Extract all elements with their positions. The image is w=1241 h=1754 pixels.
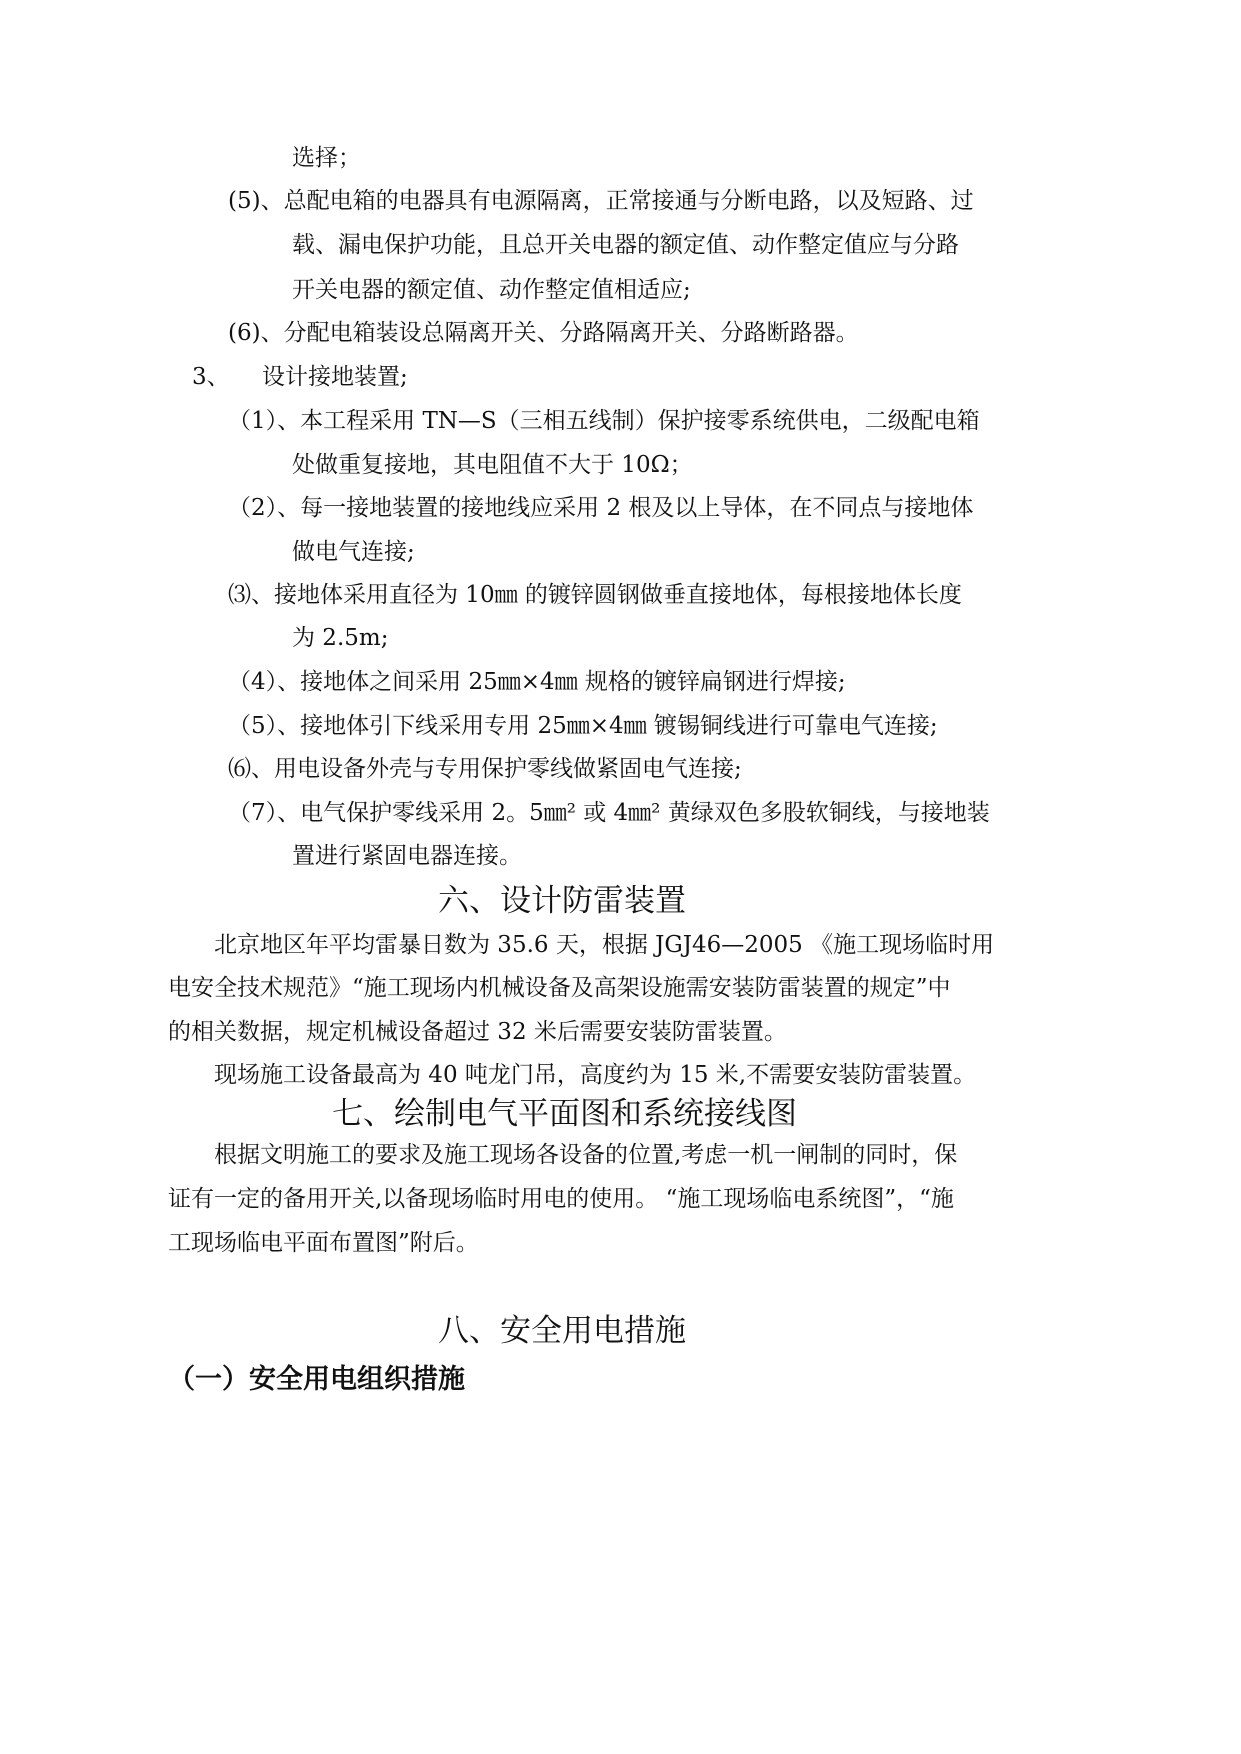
- text-line: 置进行紧固电器连接。: [292, 843, 522, 869]
- text-line: 选择；: [292, 145, 361, 171]
- section-heading: 八、安全用电措施: [438, 1313, 686, 1349]
- text-line: 处做重复接地，其电阻值不大于 10Ω；: [292, 452, 693, 478]
- list-item-5b: （5）、接地体引下线采用专用 25㎜×4㎜ 镀锡铜线进行可靠电气连接;: [228, 713, 938, 739]
- section-number: 3、: [192, 364, 230, 390]
- text-line: 开关电器的额定值、动作整定值相适应;: [292, 277, 691, 303]
- paragraph-line: 证有一定的备用开关,以备现场临时用电的使用。 “施工现场临电系统图”，“施: [168, 1186, 954, 1212]
- list-item-1: （1）、本工程采用 TN—S（三相五线制）保护接零系统供电，二级配电箱: [228, 408, 980, 434]
- list-item-7: （7）、电气保护零线采用 2。5㎜² 或 4㎜² 黄绿双色多股软铜线，与接地装: [228, 800, 990, 826]
- paragraph-line: 北京地区年平均雷暴日数为 35.6 天，根据 JGJ46—2005 《施工现场临时用: [214, 932, 995, 958]
- section-heading: 七、绘制电气平面图和系统接线图: [332, 1096, 797, 1132]
- paragraph-line: 电安全技术规范》“施工现场内机械设备及高架设施需安装防雷装置的规定”中: [168, 975, 951, 1001]
- list-item-4: （4）、接地体之间采用 25㎜×4㎜ 规格的镀锌扁钢进行焊接;: [228, 669, 846, 695]
- paragraph-line: 的相关数据，规定机械设备超过 32 米后需要安装防雷装置。: [168, 1019, 787, 1045]
- paragraph-line: 工现场临电平面布置图”附后。: [168, 1230, 479, 1256]
- list-item-6: (6)、分配电箱装设总隔离开关、分路隔离开关、分路断路器。: [228, 320, 859, 346]
- list-item-3: ⑶、接地体采用直径为 10㎜ 的镀锌圆钢做垂直接地体，每根接地体长度: [228, 582, 962, 608]
- section-heading: 六、设计防雷装置: [438, 883, 686, 919]
- list-item-2: （2）、每一接地装置的接地线应采用 2 根及以上导体，在不同点与接地体: [228, 495, 974, 521]
- section-title: 设计接地装置;: [262, 364, 408, 390]
- list-item-5: (5)、总配电箱的电器具有电源隔离，正常接通与分断电路，以及短路、过: [228, 188, 974, 214]
- text-line: 载、漏电保护功能，且总开关电器的额定值、动作整定值应与分路: [292, 232, 959, 258]
- paragraph-line: 现场施工设备最高为 40 吨龙门吊，高度约为 15 米,不需要安装防雷装置。: [214, 1062, 977, 1088]
- subsection-heading: （一）安全用电组织措施: [168, 1364, 465, 1395]
- list-item-6b: ⑹、用电设备外壳与专用保护零线做紧固电气连接;: [228, 756, 742, 782]
- paragraph-line: 根据文明施工的要求及施工现场各设备的位置,考虑一机一闸制的同时，保: [214, 1142, 958, 1168]
- text-line: 为 2.5m;: [292, 625, 389, 651]
- text-line: 做电气连接;: [292, 539, 415, 565]
